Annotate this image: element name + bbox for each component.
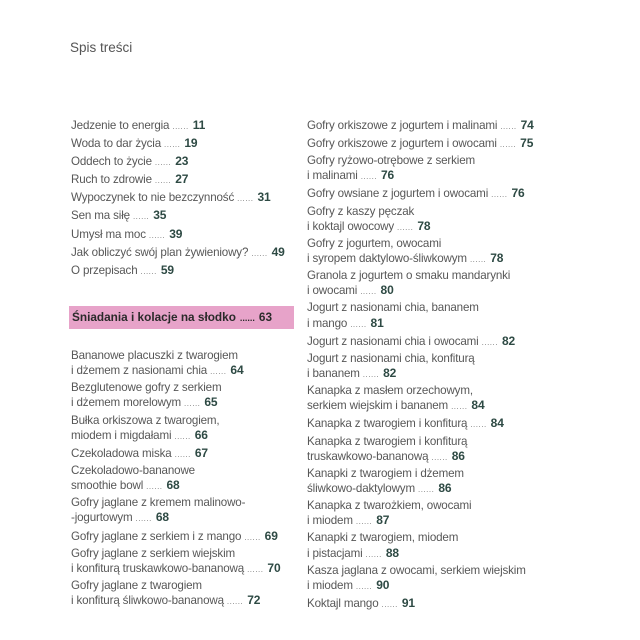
entry-title: Granola z jogurtem o smaku mandarynki bbox=[307, 269, 511, 283]
entry-title: i syropem daktylowo-śliwkowym bbox=[307, 252, 467, 266]
page-number: 67 bbox=[194, 445, 208, 460]
page-number: 65 bbox=[204, 395, 218, 410]
leader-dots: ...... bbox=[469, 255, 487, 265]
page-number: 31 bbox=[257, 190, 271, 205]
page-number: 82 bbox=[383, 366, 397, 381]
entry-title: i miodem bbox=[307, 578, 353, 592]
page-number: 86 bbox=[438, 481, 452, 496]
entry-title: -jogurtowym bbox=[71, 511, 133, 525]
leader-dots: ...... bbox=[381, 600, 398, 610]
page-number: 68 bbox=[166, 478, 180, 493]
entry-title: Kanapka z twarogiem i konfiturą bbox=[307, 417, 468, 431]
page-number: 49 bbox=[271, 244, 285, 259]
entry-title: Jak obliczyć swój plan żywieniowy? bbox=[71, 245, 249, 259]
page-number: 81 bbox=[370, 315, 384, 330]
leader-dots: ...... bbox=[174, 449, 191, 459]
entry-title: Czekoladowa miska bbox=[71, 446, 172, 460]
leader-dots: ...... bbox=[146, 482, 163, 492]
entry-title: Jogurt z nasionami chia, konfiturą bbox=[307, 351, 475, 365]
page-number: 23 bbox=[175, 154, 189, 169]
leader-dots: ...... bbox=[417, 485, 435, 495]
toc-entry[interactable] bbox=[71, 190, 311, 206]
toc-entry[interactable] bbox=[307, 301, 567, 331]
entry-title: Gofry jaglane z serkiem i z mango bbox=[71, 529, 242, 543]
section-heading[interactable] bbox=[69, 306, 294, 329]
toc-entry[interactable] bbox=[71, 414, 311, 444]
entry-title: Oddech to życie bbox=[71, 155, 152, 169]
page-number: 80 bbox=[380, 283, 394, 298]
section-label: Śniadania i kolacje na słodko bbox=[72, 309, 236, 324]
entry-title: i dżemem morelowym bbox=[71, 396, 182, 410]
entry-title: Gofry jaglane z kremem malinowo- bbox=[71, 496, 246, 510]
entry-title: Czekoladowo-bananowe bbox=[71, 463, 195, 477]
toc-entry[interactable] bbox=[307, 186, 567, 202]
toc-entry[interactable] bbox=[71, 496, 311, 526]
toc-intro-list bbox=[71, 118, 311, 279]
page-number: 59 bbox=[160, 262, 174, 277]
leader-dots: ...... bbox=[500, 122, 517, 131]
leader-dots: ...... bbox=[355, 517, 373, 527]
leader-dots: ...... bbox=[172, 122, 189, 131]
entry-title: i bananem bbox=[307, 367, 360, 381]
page-number: 87 bbox=[376, 513, 390, 528]
toc-entry[interactable] bbox=[71, 381, 311, 411]
page-number: 78 bbox=[490, 251, 504, 266]
leader-dots: ...... bbox=[164, 140, 181, 150]
entry-title: Kanapka z twarogiem i konfiturą bbox=[307, 434, 468, 448]
page-number: 74 bbox=[520, 118, 534, 132]
toc-entry[interactable] bbox=[307, 154, 567, 184]
toc-entry[interactable] bbox=[307, 384, 567, 414]
leader-dots: ...... bbox=[148, 230, 166, 240]
toc-entry[interactable] bbox=[307, 564, 567, 594]
page-number: 72 bbox=[247, 593, 261, 608]
entry-title: Jedzenie to energia bbox=[71, 119, 170, 132]
entry-title: Wypoczynek to nie bezczynność bbox=[71, 191, 235, 205]
leader-dots: ...... bbox=[431, 452, 448, 462]
entry-title: truskawkowo-bananową bbox=[307, 449, 429, 463]
leader-dots: ...... bbox=[451, 402, 468, 412]
toc-entry[interactable] bbox=[71, 154, 311, 170]
page-number: 88 bbox=[385, 545, 399, 560]
page-number: 69 bbox=[264, 528, 278, 543]
leader-dots: ...... bbox=[210, 367, 227, 377]
leader-dots: ...... bbox=[350, 319, 367, 329]
entry-title: i konfiturą śliwkowo-bananową bbox=[71, 594, 224, 608]
toc-entry[interactable] bbox=[307, 499, 567, 529]
toc-entry[interactable] bbox=[307, 352, 567, 382]
entry-title: i pistacjami bbox=[307, 546, 363, 560]
page-number: 91 bbox=[401, 596, 415, 611]
entry-title: Bananowe placuszki z twarogiem bbox=[71, 348, 238, 362]
toc-entry[interactable] bbox=[71, 547, 311, 577]
toc-entry[interactable] bbox=[71, 529, 311, 545]
leader-dots: ...... bbox=[226, 597, 244, 607]
leader-dots: ...... bbox=[132, 212, 150, 222]
entry-title: Gofry owsiane z jogurtem i owocami bbox=[307, 187, 489, 201]
toc-recipe-list-right bbox=[307, 118, 567, 612]
page-number: 78 bbox=[417, 218, 431, 233]
leader-dots: ...... bbox=[397, 222, 414, 232]
leader-dots: ...... bbox=[184, 399, 201, 409]
toc-entry[interactable] bbox=[307, 334, 567, 350]
entry-title: Bezglutenowe gofry z serkiem bbox=[71, 381, 222, 395]
toc-entry[interactable] bbox=[307, 531, 567, 561]
entry-title: i miodem bbox=[307, 514, 353, 528]
toc-entry[interactable] bbox=[71, 172, 311, 188]
toc-right-column bbox=[307, 118, 567, 614]
entry-title: Jogurt z nasionami chia i owocami bbox=[307, 334, 479, 348]
leader-dots: ...... bbox=[360, 287, 377, 297]
entry-title: Gofry jaglane z twarogiem bbox=[71, 578, 202, 592]
entry-title: O przepisach bbox=[71, 263, 138, 277]
toc-entry[interactable] bbox=[71, 118, 311, 134]
entry-title: Kanapki z twarogiem, miodem bbox=[307, 531, 459, 545]
leader-dots: ...... bbox=[251, 248, 268, 258]
page-number: 75 bbox=[520, 136, 534, 151]
section-page-number: 63 bbox=[258, 309, 273, 324]
page-number: 82 bbox=[501, 333, 516, 348]
leader-dots: ...... bbox=[499, 140, 517, 150]
leader-dots: ...... bbox=[365, 549, 382, 559]
entry-title: Ruch to zdrowie bbox=[71, 173, 152, 187]
page-number: 39 bbox=[169, 226, 183, 241]
toc-entry[interactable] bbox=[307, 136, 567, 152]
leader-dots: ...... bbox=[239, 312, 255, 323]
entry-title: Gofry orkiszowe z jogurtem i owocami bbox=[307, 137, 497, 151]
page-number: 64 bbox=[230, 363, 244, 378]
toc-entry[interactable] bbox=[307, 237, 567, 267]
leader-dots: ...... bbox=[154, 176, 172, 186]
entry-title: Gofry ryżowo-otrębowe z serkiem bbox=[307, 154, 476, 168]
entry-title: Kanapki z twarogiem i dżemem bbox=[307, 466, 464, 480]
entry-title: i dżemem z nasionami chia bbox=[71, 364, 208, 378]
toc-entry[interactable] bbox=[71, 579, 311, 609]
page-number: 27 bbox=[175, 172, 189, 187]
toc-left-column bbox=[71, 118, 311, 611]
entry-title: Kanapka z masłem orzechowym, bbox=[307, 384, 473, 398]
entry-title: śliwkowo-daktylowym bbox=[307, 482, 415, 496]
entry-title: Sen ma siłę bbox=[71, 209, 130, 223]
page-number: 66 bbox=[194, 427, 208, 442]
toc-entry[interactable] bbox=[71, 208, 311, 224]
entry-title: smoothie bowl bbox=[71, 479, 144, 493]
toc-entry[interactable] bbox=[71, 136, 311, 152]
page-number: 86 bbox=[451, 448, 465, 463]
toc-entry[interactable] bbox=[307, 118, 567, 134]
toc-entry[interactable] bbox=[307, 596, 567, 612]
leader-dots: ...... bbox=[362, 370, 380, 380]
entry-title: Kasza jaglana z owocami, serkiem wiejskim bbox=[307, 563, 526, 577]
leader-dots: ...... bbox=[237, 194, 254, 204]
entry-title: Umysł ma moc bbox=[71, 227, 146, 241]
page-number: 90 bbox=[376, 577, 390, 592]
toc-entry[interactable] bbox=[71, 245, 311, 261]
toc-recipe-list-left bbox=[71, 349, 311, 609]
entry-title: Gofry orkiszowe z jogurtem i malinami bbox=[307, 119, 498, 132]
entry-title: Gofry z jogurtem, owocami bbox=[307, 236, 442, 250]
leader-dots: ...... bbox=[174, 431, 191, 441]
leader-dots: ...... bbox=[154, 158, 172, 168]
entry-title: Kanapka z twarożkiem, owocami bbox=[307, 499, 472, 513]
entry-title: serkiem wiejskim i bananem bbox=[307, 399, 449, 413]
page-number: 35 bbox=[153, 208, 167, 223]
page-number: 68 bbox=[155, 510, 169, 525]
toc-entry[interactable] bbox=[71, 446, 311, 462]
toc-entry[interactable] bbox=[71, 464, 311, 494]
page-number: 76 bbox=[511, 186, 525, 201]
leader-dots: ...... bbox=[470, 420, 487, 430]
entry-title: i koktajl owocowy bbox=[307, 219, 395, 233]
leader-dots: ...... bbox=[244, 532, 261, 542]
entry-title: Gofry z kaszy pęczak bbox=[307, 204, 415, 218]
page-number: 11 bbox=[192, 118, 206, 132]
entry-title: Koktajl mango bbox=[307, 597, 379, 611]
toc-entry[interactable] bbox=[307, 205, 567, 235]
page-number: 19 bbox=[184, 136, 198, 151]
toc-entry[interactable] bbox=[71, 263, 311, 279]
page-number: 84 bbox=[490, 416, 504, 431]
page-number: 84 bbox=[471, 398, 485, 413]
leader-dots: ...... bbox=[360, 172, 378, 182]
entry-title: i owocami bbox=[307, 284, 358, 298]
toc-entry[interactable] bbox=[307, 435, 567, 465]
toc-entry[interactable] bbox=[71, 349, 311, 379]
entry-title: i mango bbox=[307, 316, 348, 330]
page-number: 70 bbox=[267, 560, 281, 575]
leader-dots: ...... bbox=[491, 190, 508, 200]
leader-dots: ...... bbox=[247, 564, 264, 574]
toc-entry[interactable] bbox=[307, 416, 567, 432]
page-number: 76 bbox=[381, 168, 395, 183]
leader-dots: ...... bbox=[355, 581, 373, 591]
entry-title: Woda to dar życia bbox=[71, 137, 162, 151]
entry-title: Gofry jaglane z serkiem wiejskim bbox=[71, 546, 236, 560]
toc-entry[interactable] bbox=[71, 227, 311, 243]
page-title: Spis treści bbox=[70, 40, 133, 55]
toc-entry[interactable] bbox=[307, 467, 567, 497]
toc-entry[interactable] bbox=[307, 269, 567, 299]
entry-title: i konfiturą truskawkowo-bananową bbox=[71, 561, 245, 575]
leader-dots: ...... bbox=[135, 514, 152, 524]
leader-dots: ...... bbox=[140, 266, 157, 276]
entry-title: miodem i migdałami bbox=[71, 428, 172, 442]
entry-title: Jogurt z nasionami chia, bananem bbox=[307, 301, 479, 315]
entry-title: Bułka orkiszowa z twarogiem, bbox=[71, 413, 220, 427]
leader-dots: ...... bbox=[481, 337, 498, 347]
entry-title: i malinami bbox=[307, 169, 358, 183]
